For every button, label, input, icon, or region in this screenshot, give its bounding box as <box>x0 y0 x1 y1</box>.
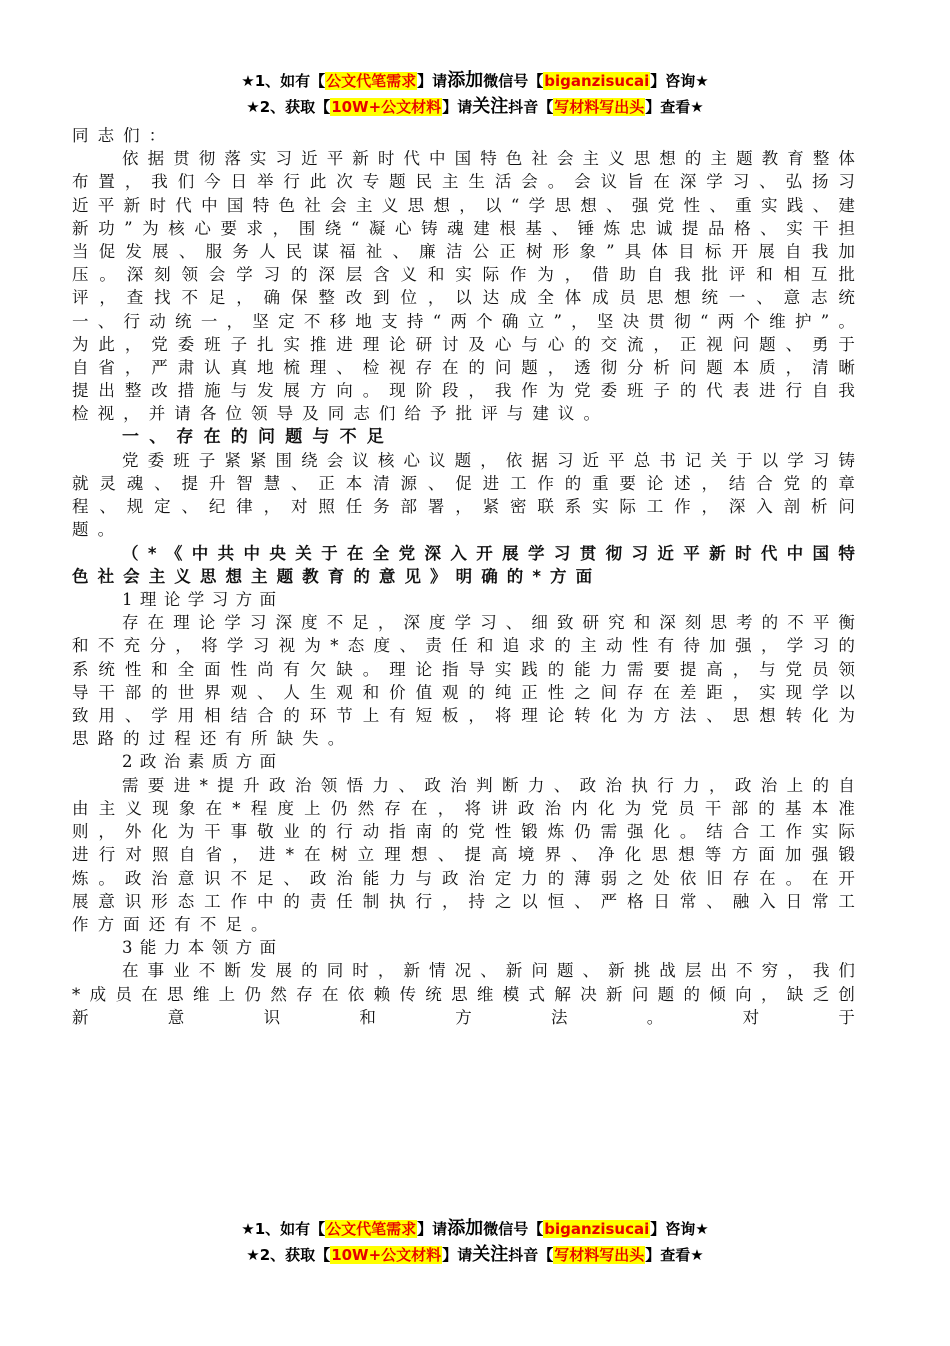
banner-text: 微信号【 <box>483 1220 544 1238</box>
document-body <box>72 124 864 1029</box>
banner-emphasis: 添加 <box>447 1218 484 1239</box>
section-heading: 一、存在的问题与不足 <box>122 426 394 447</box>
banner-text: 】请 <box>442 98 473 116</box>
banner-text: 】咨询★ <box>650 72 709 90</box>
banner-text: ★2、获取【 <box>246 98 331 116</box>
banner-emphasis: 添加 <box>447 70 484 91</box>
banner-highlight: 10W+公文材料 <box>331 1246 442 1264</box>
subsection-heading-theory: 1理论学习方面 <box>122 590 284 610</box>
banner-text: 微信号【 <box>483 72 544 90</box>
banner-text: 抖音【 <box>508 1246 554 1264</box>
banner-text: 】请 <box>417 1220 448 1238</box>
banner-highlight: biganzisucai <box>544 1220 650 1238</box>
subsection-heading-politics: 2政治素质方面 <box>122 752 284 772</box>
banner-highlight: 10W+公文材料 <box>331 98 442 116</box>
banner-highlight: biganzisucai <box>544 72 650 90</box>
banner-text: 】请 <box>417 72 448 90</box>
banner-emphasis: 关注 <box>472 96 509 117</box>
banner-text: 】查看★ <box>645 1246 704 1264</box>
header-banner-line-1 <box>0 70 950 92</box>
politics-paragraph: 需要进*提升政治领悟力、政治判断力、政治执行力，政治上的自由主义现象在*程度上仍然存在，将讲政治内化为党员干部的基本准则，外化为干事敬业的行动指南的党性锻炼仍需强化。结合工作实际进行对照自省，进*在树立理想、提高境界、净化思想等方面加强锻炼。政治意识不足、政治能力与政治定力的薄弱之处依旧存在。在开展意识形态工作中的责任制执行，持之以恒、严格日常、融入日常工作方面还有不足。 <box>72 775 864 934</box>
banner-text: ★2、获取【 <box>246 1246 331 1264</box>
banner-text: 】请 <box>442 1246 473 1264</box>
banner-highlight: 写材料写出头 <box>554 98 645 116</box>
banner-text: 】查看★ <box>645 98 704 116</box>
bold-reference-paragraph: （*《中共中央关于在全党深入开展学习贯彻习近平新时代中国特色社会主义思想主题教育的意见》明确的*方面 <box>72 543 864 586</box>
subsection-heading-ability: 3能力本领方面 <box>122 938 284 958</box>
ability-paragraph: 在事业不断发展的同时，新情况、新问题、新挑战层出不穷，我们*成员在思维上仍然存在依赖传统思维模式解决新问题的倾向，缺乏创新意识和方法。对于 <box>72 961 864 1027</box>
intro-paragraph: 依据贯彻落实习近平新时代中国特色社会主义思想的主题教育整体布置，我们今日举行此次专题民主生活会。会议旨在深学习、弘扬习近平新时代中国特色社会主义思想，以“学思想、强党性、重实践、建新功”为核心要求，围绕“凝心铸魂建根基、锤炼忠诚提品格、实干担当促发展、服务人民谋福祉、廉洁公正树形象”具体目标开展自我加压。深刻领会学习的深层含义和实际作为，借助自我批评和相互批评，查找不足，确保整改到位，以达成全体成员思想统一、意志统一、行动统一，坚定不移地支持“两个确立”，坚决贯彻“两个维护”。为此，党委班子扎实推进理论研讨及心与心的交流，正视问题、勇于自省，严肃认真地梳理、检视存在的问题，透彻分析问题本质，清晰提出整改措施与发展方向。现阶段，我作为党委班子的代表进行自我检视，并请各位领导及同志们给予批评与建议。 <box>72 149 864 424</box>
footer-banner-line-2 <box>0 1244 950 1266</box>
footer-banner-line-1 <box>0 1218 950 1240</box>
banner-text: 抖音【 <box>508 98 554 116</box>
banner-highlight: 公文代笔需求 <box>326 72 417 90</box>
banner-highlight: 公文代笔需求 <box>326 1220 417 1238</box>
salutation: 同志们： <box>72 126 175 145</box>
banner-emphasis: 关注 <box>472 1244 509 1265</box>
section-intro-paragraph: 党委班子紧紧围绕会议核心议题，依据习近平总书记关于以学习铸就灵魂、提升智慧、正本清源、促进工作的重要论述，结合党的章程、规定、纪律，对照任务部署，紧密联系实际工作，深入剖析问题。 <box>72 450 864 540</box>
banner-text: ★1、如有【 <box>241 1220 326 1238</box>
banner-text: ★1、如有【 <box>241 72 326 90</box>
banner-highlight: 写材料写出头 <box>554 1246 645 1264</box>
theory-paragraph: 存在理论学习深度不足，深度学习、细致研究和深刻思考的不平衡和不充分，将学习视为*态度、责任和追求的主动性有待加强，学习的系统性和全面性尚有欠缺。理论指导实践的能力需要提高，与党员领导干部的世界观、人生观和价值观的纯正性之间存在差距，实现学以致用、学用相结合的环节上有短板，将理论转化为方法、思想转化为思路的过程还有所缺失。 <box>72 613 864 749</box>
banner-text: 】咨询★ <box>650 1220 709 1238</box>
header-banner-line-2 <box>0 96 950 118</box>
